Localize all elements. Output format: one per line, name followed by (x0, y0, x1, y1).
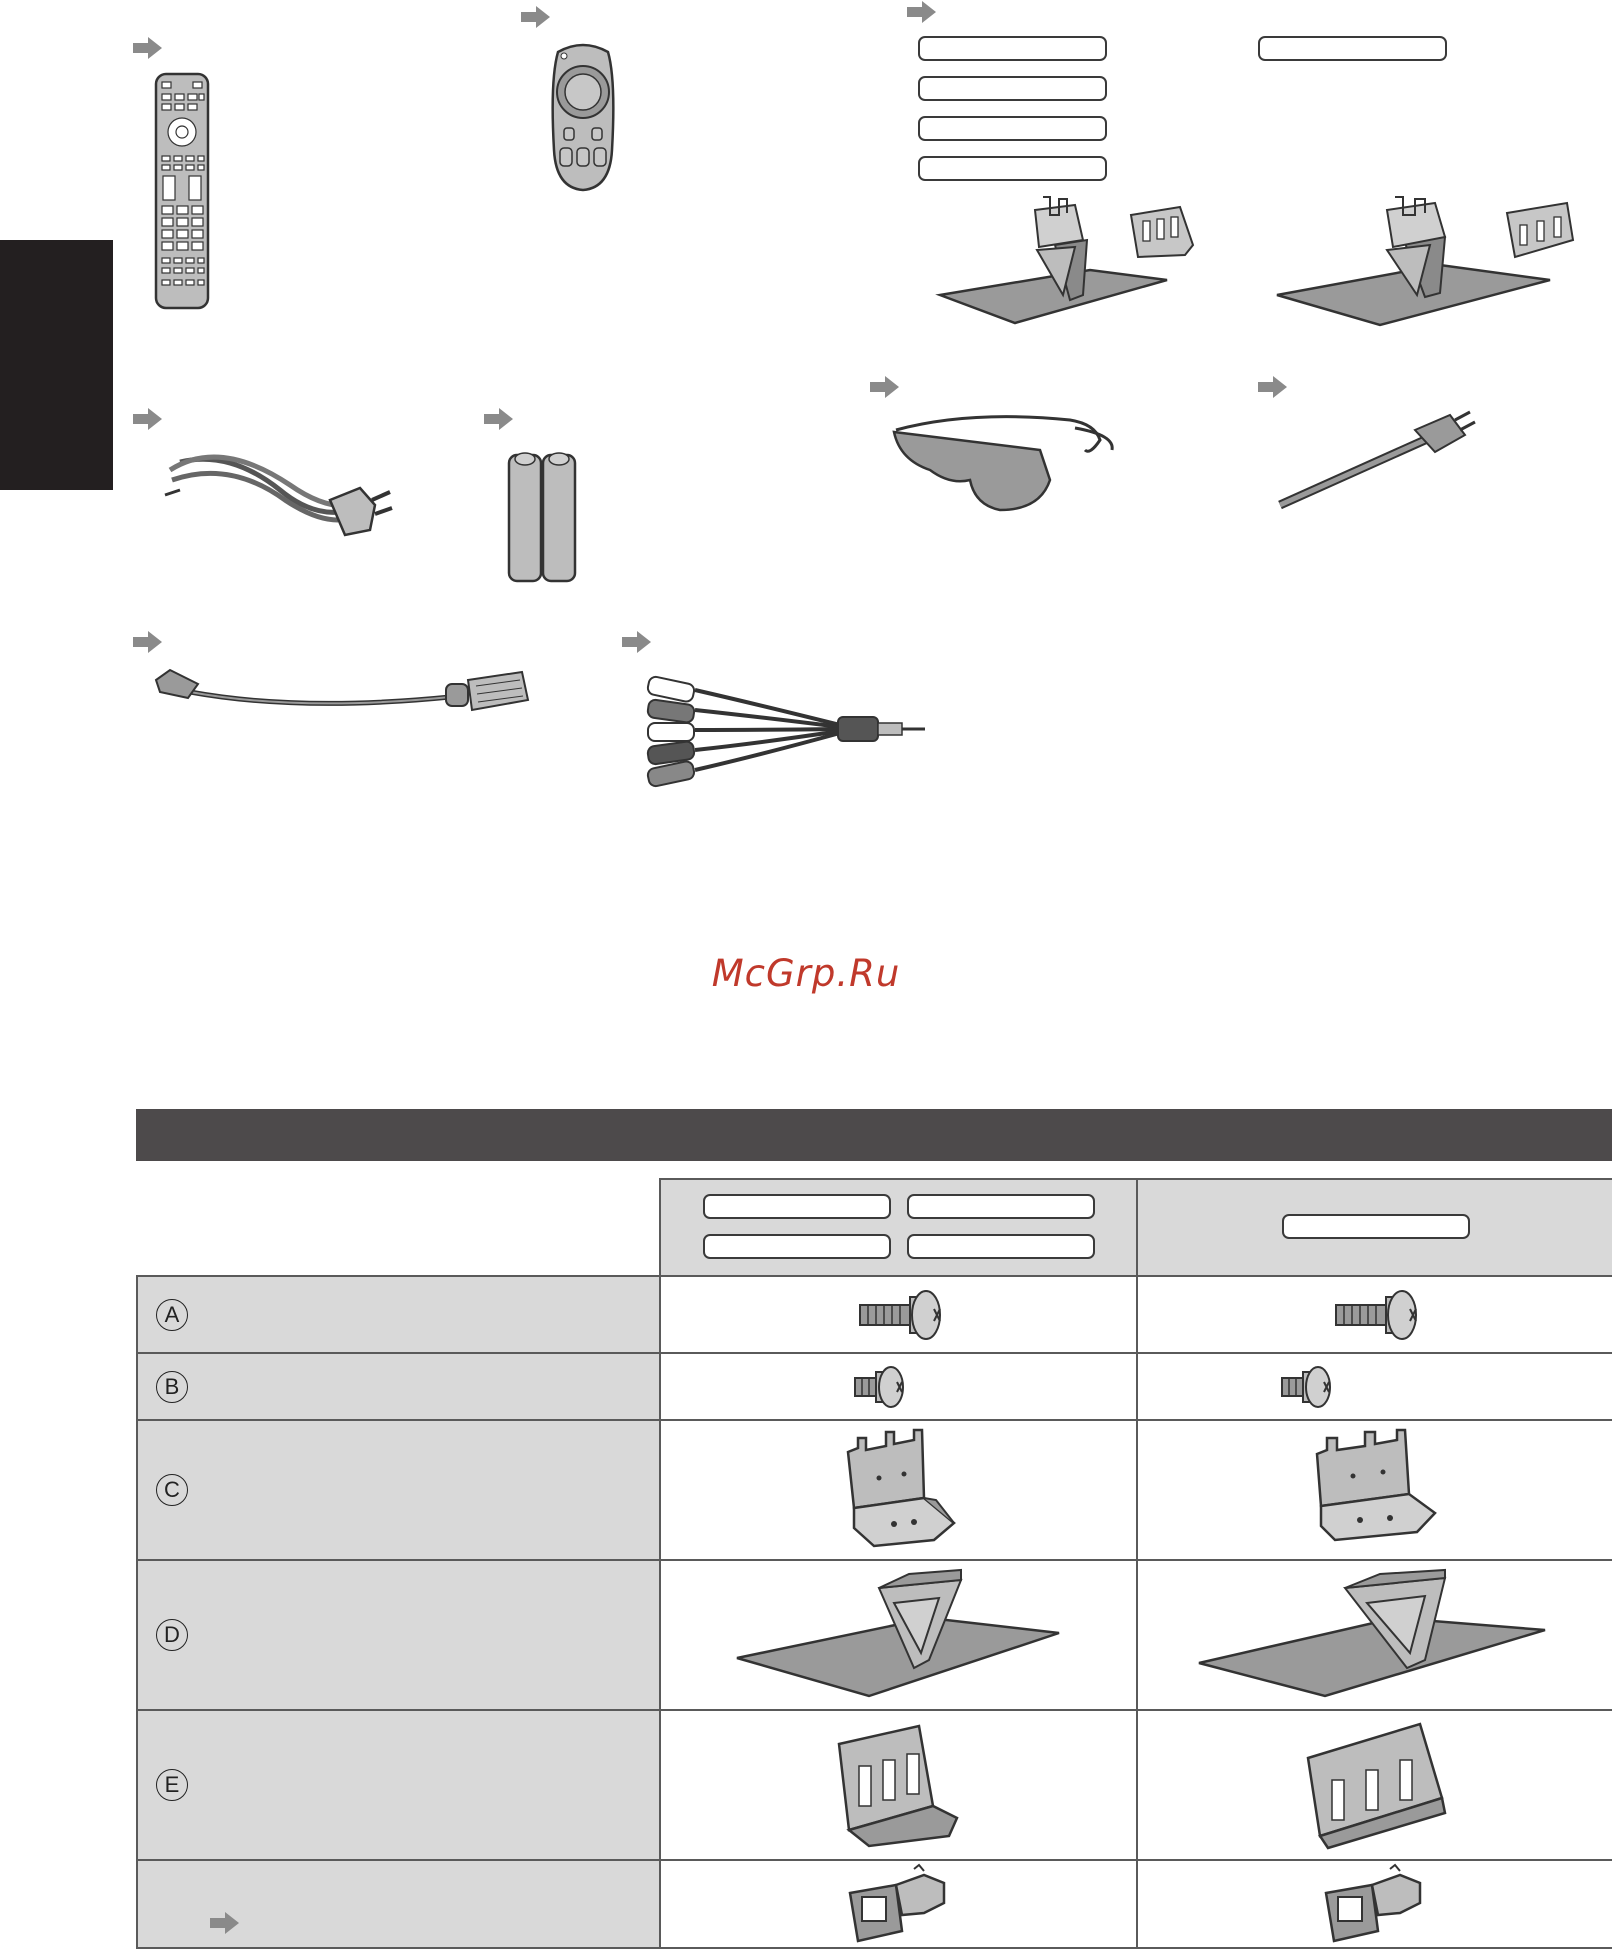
model-group-1 (660, 1179, 1137, 1276)
cover-icon (1300, 1718, 1450, 1853)
right-arrow-icon (484, 407, 514, 431)
3d-eyewear-icon (890, 410, 1122, 520)
parts-table (136, 1178, 1612, 1949)
screw-icon (1278, 1364, 1338, 1410)
part-image-cell (660, 1560, 1137, 1710)
model-group-2 (1137, 1179, 1612, 1276)
part-image-cell (660, 1353, 1137, 1420)
pedestal-stand-icon (935, 195, 1205, 330)
right-arrow-icon (133, 407, 163, 431)
part-label-cell (137, 1710, 660, 1860)
table-row (137, 1710, 1612, 1860)
base-icon (729, 1568, 1069, 1703)
touch-pad-controller-icon (548, 40, 618, 192)
screw-icon (1330, 1285, 1420, 1345)
right-arrow-icon (622, 630, 652, 654)
part-mark: C (156, 1474, 188, 1506)
table-header-row (137, 1179, 1612, 1276)
part-image-cell (660, 1276, 1137, 1353)
model-label (918, 156, 1107, 181)
model-label (1282, 1214, 1470, 1239)
cable-tie-icon (844, 1863, 954, 1945)
mains-lead-icon (160, 440, 400, 550)
part-mark: A (156, 1299, 188, 1331)
part-label-cell (137, 1276, 660, 1353)
cable-tie-icon (1275, 410, 1485, 510)
part-label-cell (137, 1353, 660, 1420)
header-spacer (137, 1179, 660, 1276)
part-image-cell (1137, 1560, 1612, 1710)
right-arrow-icon (210, 1911, 240, 1935)
screw-icon (851, 1364, 911, 1410)
right-arrow-icon (133, 36, 163, 60)
bracket-icon (834, 1428, 964, 1553)
table-row (137, 1560, 1612, 1710)
model-label (918, 76, 1107, 101)
part-label-cell (137, 1560, 660, 1710)
base-icon (1195, 1568, 1555, 1703)
part-image-cell (660, 1420, 1137, 1560)
part-image-cell (660, 1860, 1137, 1948)
scart-adaptor-icon (150, 662, 530, 722)
model-label (703, 1234, 891, 1259)
model-label (907, 1234, 1095, 1259)
table-row (137, 1276, 1612, 1353)
model-label (1258, 36, 1447, 61)
part-image-cell (1137, 1353, 1612, 1420)
part-label-cell (137, 1420, 660, 1560)
av-adaptor-icon (640, 665, 930, 795)
watermark: McGrp.Ru (711, 952, 901, 995)
right-arrow-icon (521, 5, 551, 29)
cover-icon (829, 1718, 969, 1853)
side-tab (0, 240, 113, 490)
part-image-cell (660, 1710, 1137, 1860)
part-image-cell (1137, 1420, 1612, 1560)
part-mark: B (156, 1371, 188, 1403)
model-label (703, 1194, 891, 1219)
table-row (137, 1353, 1612, 1420)
cable-tie-icon (1320, 1863, 1430, 1945)
model-label (907, 1194, 1095, 1219)
model-label (918, 36, 1107, 61)
part-label-cell (137, 1860, 660, 1948)
part-mark: D (156, 1619, 188, 1651)
right-arrow-icon (1258, 375, 1288, 399)
pedestal-stand-icon (1275, 195, 1575, 330)
right-arrow-icon (133, 630, 163, 654)
part-image-cell (1137, 1860, 1612, 1948)
right-arrow-icon (907, 0, 937, 24)
remote-control-icon (150, 72, 214, 312)
batteries-icon (505, 445, 585, 585)
model-label (918, 116, 1107, 141)
part-image-cell (1137, 1276, 1612, 1353)
right-arrow-icon (870, 375, 900, 399)
bracket-icon (1305, 1428, 1445, 1553)
part-mark: E (156, 1769, 188, 1801)
section-header-bar (136, 1109, 1612, 1161)
part-image-cell (1137, 1710, 1612, 1860)
screw-icon (854, 1285, 944, 1345)
table-row (137, 1420, 1612, 1560)
table-row (137, 1860, 1612, 1948)
